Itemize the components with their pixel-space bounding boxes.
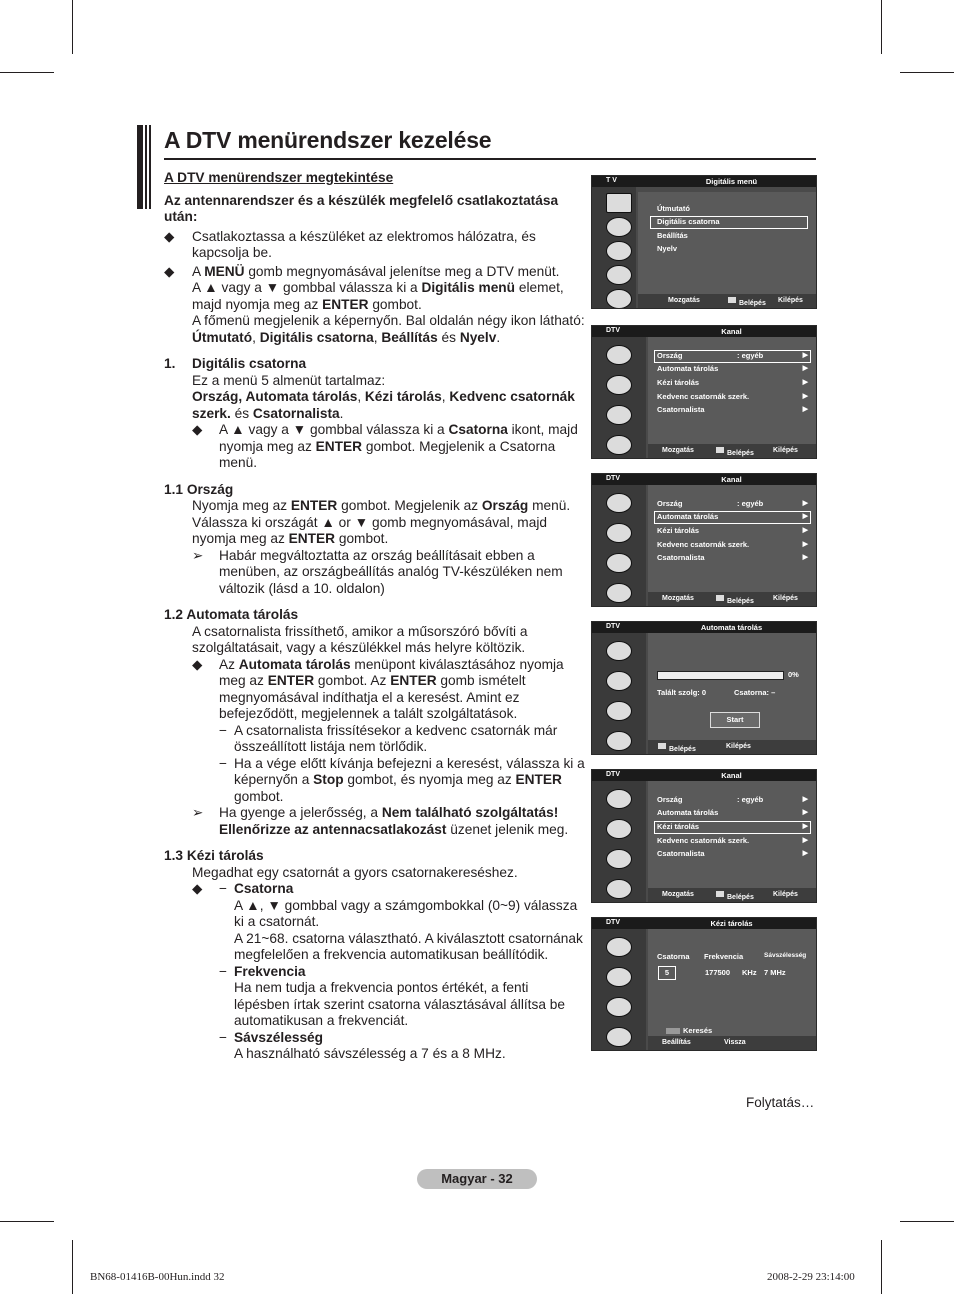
screen-digital-menu: T V Digitális menü Útmutató Digitális csatorna Beállítás Nyelv Mozgatás Belépés Kilépés	[591, 175, 817, 309]
section-1-3-frequency: − Frekvencia Ha nem tudja a frekvencia pontos értékét, a fenti lépésben írtak szerint csatorna választásával állítsa be automatikusan a frekvenciát.	[219, 963, 565, 1028]
screen-auto-store: DTV Automata tárolás 0% Talált szolg: 0 Csatorna: – Start Belépés Kilépés	[591, 621, 817, 755]
diamond-icon: ◆	[164, 228, 175, 244]
bullet-2: ◆ A MENÜ gomb megnyomásával jelenítse meg a DTV menüt. A ▲ vagy a ▼ gombbal válassza ki a Digitális menü elemet, majd nyomja meg az ENTER gombot. A főmenü megjelenik a képernyőn. Bal oldalán négy ikon látható: Útmutató, Digitális csatorna, Beállítás és Nyelv.	[164, 263, 585, 345]
diamond-icon: ◆	[192, 656, 203, 672]
section-1-bullet: ◆ A ▲ vagy a ▼ gombbal válassza ki a Csatorna ikont, majd nyomja meg az ENTER gombot. Megjelenik a Csatorna menü.	[192, 422, 578, 470]
tv-picture-icon	[606, 193, 632, 213]
channel-field[interactable]: 5	[658, 966, 676, 980]
section-1-3-bandwidth: − Sávszélesség A használható sávszélesség a 7 és a 8 MHz.	[219, 1029, 506, 1061]
input-icon	[606, 289, 632, 309]
section-1-2-heading: 1.2 Automata tárolás	[164, 607, 299, 622]
screen-kanal-auto: DTV Kanal Ország : egyéb ▶ Automata tárolás ▶ Kézi tárolás ▶ Kedvenc csatornák szerk. ▶ Csatornalista ▶ Mozgatás Belépés Kilépés	[591, 473, 817, 607]
screen-manual-store: DTV Kézi tárolás Csatorna Frekvencia Sávszélesség 5 177500 KHz 7 MHz Keresés Beállítás Vissza	[591, 917, 817, 1051]
main-column	[164, 170, 586, 1063]
section-1-3-heading: 1.3 Kézi tárolás	[164, 848, 264, 863]
screen-kanal-manual: DTV Kanal Ország : egyéb ▶ Automata tárolás ▶ Kézi tárolás ▶ Kedvenc csatornák szerk. ▶ Csatornalista ▶ Mozgatás Belépés Kilépés	[591, 769, 817, 903]
progress-bar	[657, 671, 784, 680]
channel-icon	[606, 241, 632, 261]
section-1-2-bullet: ◆ Az Automata tárolás menüpont kiválasztásához nyomja meg az ENTER gombot. Az ENTER gomb ismételt megnyomásával indíthatja el a keresést. Amint ez befejeződött, megjelennek a talált szolgáltatások.	[192, 656, 564, 721]
crop-mark	[72, 1240, 73, 1294]
page-number: Magyar - 32	[417, 1169, 537, 1189]
slug-left: BN68-01416B-00Hun.indd 32	[90, 1271, 225, 1283]
section-1-1-heading: 1.1 Ország	[164, 481, 234, 497]
start-button[interactable]: Start	[710, 712, 760, 728]
section-1: 1. Digitális csatorna Ez a menü 5 almenüt tartalmaz: Ország, Automata tárolás, Kézi tárolás, Kedvenc csatornák szerk. és Csatornalista.	[164, 356, 575, 421]
section-1-3-channel: ◆ − Csatorna A ▲, ▼ gombbal vagy a számgombokkal (0~9) válassza ki a csatornát. A 21~68. csatorna választható. A kiválasztott csatornának megfelelően a frekvencia automatikusan beállítódik.	[192, 881, 583, 962]
page-title: A DTV menürendszer kezelése	[164, 127, 492, 153]
diamond-icon: ◆	[192, 422, 203, 437]
crop-mark	[0, 72, 54, 73]
diamond-icon: ◆	[164, 263, 175, 279]
crop-mark	[881, 0, 882, 54]
section-1-2-note: ➢ Ha gyenge a jelerősség, a Nem található szolgáltatás! Ellenőrizze az antennacsatlakozást üzenet jelenik meg.	[192, 805, 569, 837]
section-1-1-note: ➢ Habár megváltoztatta az ország beállításait ebben a menüben, az országbeállítás analóg TV-készüléken nem változik (lásd a 10. oldalon)	[192, 547, 563, 596]
section-1-2-dash-1: − A csatornalista frissítésekor a kedvenc csatornák már összeállított listája nem törlődik.	[219, 722, 558, 754]
section-1-2-text: A csatornalista frissíthető, amikor a műsorszóró bővíti a szolgáltatásait, vagy a készülékkel más helyre költözik.	[192, 623, 528, 655]
setup-icon	[606, 265, 632, 285]
slug-right: 2008-2-29 23:14:00	[767, 1271, 855, 1283]
crop-mark	[72, 0, 73, 54]
section-heading: A DTV menürendszer megtekintése	[164, 170, 394, 185]
crop-mark	[0, 1221, 54, 1222]
continue-text: Folytatás…	[746, 1095, 815, 1110]
section-1-3-text: Megadhat egy csatornát a gyors csatornakereséshez.	[192, 864, 518, 880]
bullet-1: ◆ Csatlakoztassa a készüléket az elektromos hálózatra, és kapcsolja be.	[164, 228, 536, 260]
crop-mark	[900, 1221, 954, 1222]
title-bar-decoration	[137, 125, 151, 209]
sound-icon	[606, 217, 632, 237]
section-1-2-dash-2: − Ha a vége előtt kívánja befejezni a keresést, válassza ki a képernyőn a Stop gombot, és nyomja meg az ENTER gombot.	[219, 755, 585, 804]
crop-mark	[881, 1240, 882, 1294]
screen-kanal-country: DTV Kanal Ország : egyéb ▶ Automata tárolás ▶ Kézi tárolás ▶ Kedvenc csatornák szerk. ▶ Csatornalista ▶ Mozgatás Belépés Kilépés	[591, 325, 817, 459]
diamond-icon: ◆	[192, 881, 203, 896]
note-arrow-icon: ➢	[192, 805, 204, 820]
title-rule	[164, 158, 816, 160]
intro-text: Az antennarendszer és a készülék megfelelő csatlakoztatása után:	[164, 192, 559, 224]
section-1-1-text: Nyomja meg az ENTER gombot. Megjelenik az Ország menü. Válassza ki országát ▲ or ▼ gomb megnyomásával, majd nyomja meg az ENTER gombot.	[192, 498, 571, 546]
note-arrow-icon: ➢	[192, 547, 204, 563]
crop-mark	[900, 72, 954, 73]
